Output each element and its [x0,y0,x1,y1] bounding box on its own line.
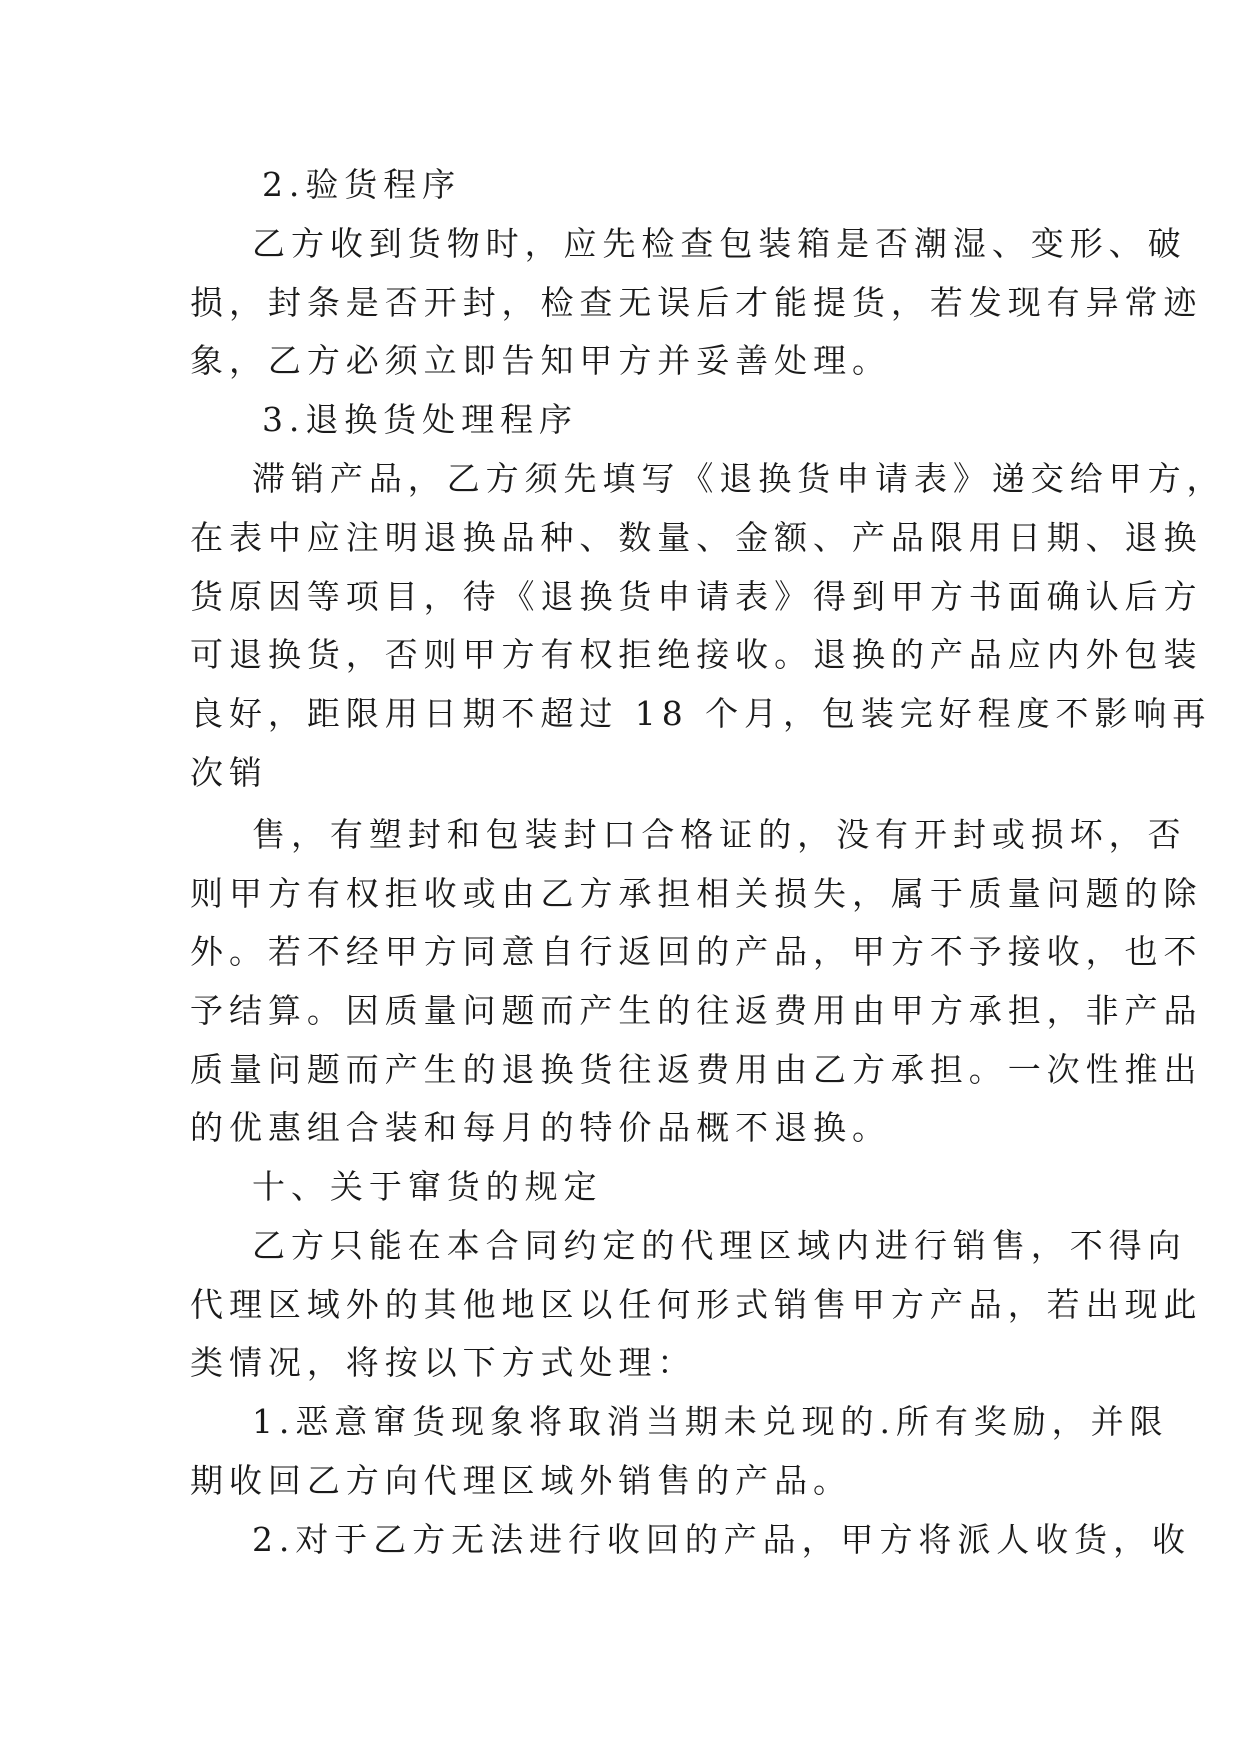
paragraph-line: 可退换货，否则甲方有权拒绝接收。退换的产品应内外包装 [190,635,1203,674]
section-heading-returns: 3.退换货处理程序 [262,400,578,439]
list-item-line: 2.对于乙方无法进行收回的产品，甲方将派人收货，收 [252,1520,1191,1559]
paragraph-line: 质量问题而产生的退换货往返费用由乙方承担。一次性推出 [190,1050,1203,1089]
paragraph-line: 代理区域外的其他地区以任何形式销售甲方产品，若出现此 [190,1285,1203,1324]
paragraph-line: 象，乙方必须立即告知甲方并妥善处理。 [190,341,891,380]
paragraph-line: 则甲方有权拒收或由乙方承担相关损失，属于质量问题的除 [190,874,1203,913]
section-heading-cross-selling: 十、关于窜货的规定 [252,1167,603,1206]
paragraph-line: 乙方只能在本合同约定的代理区域内进行销售，不得向 [252,1226,1187,1265]
paragraph-line: 售，有塑封和包装封口合格证的，没有开封或损坏，否 [252,815,1187,854]
paragraph-line: 予结算。因质量问题而产生的往返费用由甲方承担，非产品 [190,991,1203,1030]
paragraph-line: 滞销产品，乙方须先填写《退换货申请表》递交给甲方， [252,459,1226,498]
section-heading-inspection: 2.验货程序 [262,165,462,204]
list-item-line: 1.恶意窜货现象将取消当期未兑现的.所有奖励，并限 [252,1402,1169,1441]
paragraph-line: 在表中应注明退换品种、数量、金额、产品限用日期、退换 [190,518,1203,557]
paragraph-line: 次销 [190,753,268,792]
paragraph-line: 类情况，将按以下方式处理： [190,1343,697,1382]
paragraph-line: 损，封条是否开封，检查无误后才能提货，若发现有异常迹 [190,283,1203,322]
paragraph-line: 的优惠组合装和每月的特价品概不退换。 [190,1108,891,1147]
paragraph-line: 乙方收到货物时，应先检查包装箱是否潮湿、变形、破 [252,224,1187,263]
paragraph-line: 外。若不经甲方同意自行返回的产品，甲方不予接收，也不 [190,932,1203,971]
paragraph-line: 良好，距限用日期不超过 18 个月，包装完好程度不影响再 [190,694,1212,733]
paragraph-line: 货原因等项目，待《退换货申请表》得到甲方书面确认后方 [190,577,1203,616]
list-item-line: 期收回乙方向代理区域外销售的产品。 [190,1461,852,1500]
